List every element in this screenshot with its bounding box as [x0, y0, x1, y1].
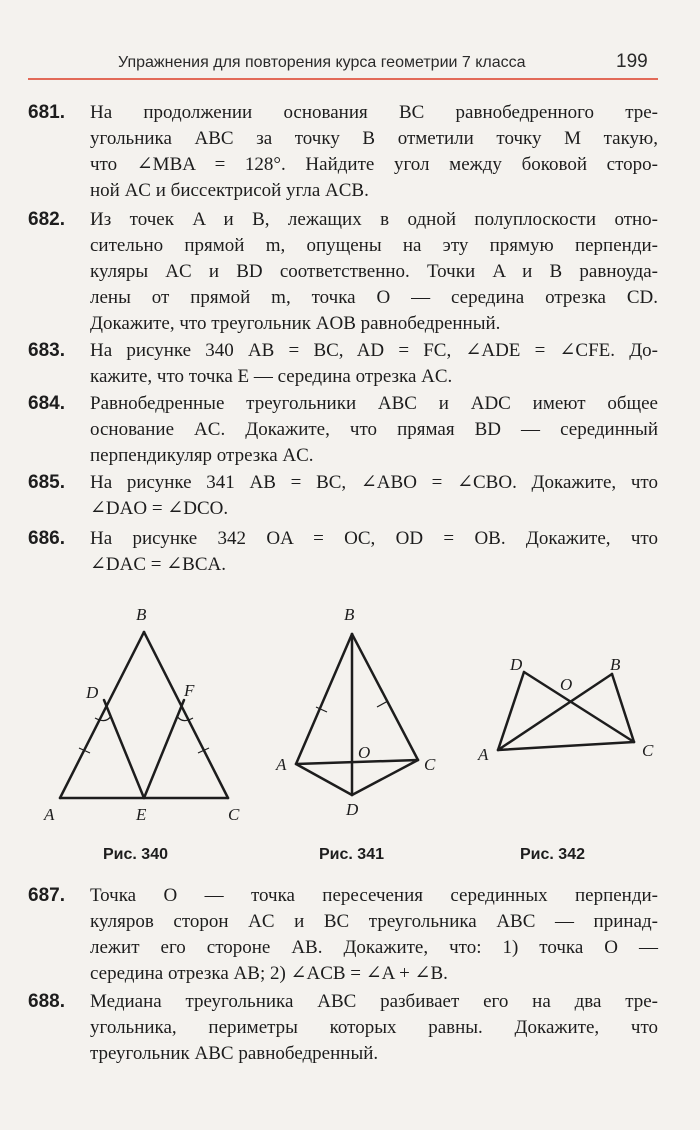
exercise-number: 681.	[28, 102, 65, 123]
caption-fig-342: Рис. 342	[520, 846, 585, 863]
text-line: Из точек A и B, лежащих в одной полуплоскости отно-	[90, 209, 658, 230]
exercise-text	[90, 989, 658, 1067]
segment-cb	[612, 674, 634, 742]
text-line: куляры AC и BD соответственно. Точки A и B равноуда-	[90, 261, 658, 282]
label-d: D	[346, 800, 359, 819]
text-line: треугольник ABC равнобедренный.	[90, 1043, 379, 1064]
label-a: A	[44, 805, 55, 824]
text-line: На рисунке 340 AB = BC, AD = FC, ∠ADE = ∠CFE. До-	[90, 340, 658, 361]
label-b: B	[344, 605, 355, 624]
text-line: Точка O — точка пересечения серединных перпенди-	[90, 885, 658, 906]
text-line: Равнобедренные треугольники ABC и ADC имеют общее	[90, 393, 658, 414]
text-line: лены от прямой m, точка O — середина отрезка CD.	[90, 287, 658, 308]
exercise-text	[90, 338, 658, 390]
label-c: C	[424, 755, 436, 774]
text-line: Медиана треугольника ABC разбивает его на два тре-	[90, 991, 658, 1012]
text-line: На рисунке 341 AB = BC, ∠ABO = ∠CBO. Докажите, что	[90, 472, 658, 493]
segment-fe	[144, 700, 184, 798]
text-line: Докажите, что треугольник AOB равнобедренный.	[90, 313, 501, 334]
exercise-number: 685.	[28, 472, 65, 493]
text-line: основание AC. Докажите, что прямая BD — серединный	[90, 419, 658, 440]
header-divider	[28, 78, 658, 80]
text-line: угольника ABC за точку B отметили точку M такую,	[90, 128, 658, 149]
text-line: сительно прямой m, опущены на эту прямую перпенди-	[90, 235, 658, 256]
angle-arc-d	[95, 716, 111, 721]
text-line: лежит его стороне AB. Докажите, что: 1) точка O —	[90, 937, 658, 958]
exercise-number: 682.	[28, 209, 65, 230]
label-e: E	[136, 805, 147, 824]
figures-block	[28, 600, 668, 870]
segment-ab	[498, 674, 612, 750]
angle-arc-f	[177, 716, 193, 721]
label-b: B	[136, 605, 147, 624]
exercise-text	[90, 526, 658, 578]
label-a: A	[276, 755, 287, 774]
label-f: F	[184, 681, 195, 700]
label-o: O	[560, 675, 573, 694]
text-line: куляров сторон AC и BC треугольника ABC — принад-	[90, 911, 658, 932]
exercise-number: 683.	[28, 340, 65, 361]
segment-ac	[296, 760, 418, 764]
text-line: что ∠MBA = 128°. Найдите угол между боковой сторо-	[90, 154, 658, 175]
text-line: кажите, что точка E — середина отрезка AC.	[90, 366, 453, 387]
text-line: ной AC и биссектрисой угла ACB.	[90, 180, 369, 201]
figure-341	[264, 600, 464, 840]
exercise-text	[90, 470, 658, 522]
running-title: Упражнения для повторения курса геометрии 7 класса	[118, 54, 526, 71]
label-c: C	[228, 805, 240, 824]
figure-340	[28, 600, 258, 840]
segment-cd	[352, 760, 418, 795]
exercise-number: 684.	[28, 393, 65, 414]
exercise-number: 686.	[28, 528, 65, 549]
caption-fig-340: Рис. 340	[103, 846, 168, 863]
exercise-text	[90, 883, 658, 987]
segment-ac	[498, 742, 634, 750]
text-line: На продолжении основания BC равнобедренного тре-	[90, 102, 658, 123]
label-o: O	[358, 743, 371, 762]
segment-de	[104, 700, 144, 798]
exercise-number: 688.	[28, 991, 65, 1012]
exercise-text	[90, 100, 658, 204]
page-header	[0, 48, 700, 78]
exercise-number: 687.	[28, 885, 65, 906]
text-line: перпендикуляр отрезка AC.	[90, 445, 314, 466]
text-line: На рисунке 342 OA = OC, OD = OB. Докажите, что	[90, 528, 658, 549]
label-d: D	[510, 655, 523, 674]
label-d: D	[86, 683, 99, 702]
segment-ab	[60, 632, 144, 798]
caption-fig-341: Рис. 341	[319, 846, 384, 863]
label-b: B	[610, 655, 621, 674]
label-a: A	[478, 745, 489, 764]
segment-bc	[352, 634, 418, 760]
tick-mark-bc	[377, 701, 388, 707]
text-line: середина отрезка AB; 2) ∠ACB = ∠A + ∠B.	[90, 963, 448, 984]
segment-ad	[498, 672, 524, 750]
exercise-text	[90, 391, 658, 469]
page-number: 199	[616, 51, 648, 72]
label-c: C	[642, 741, 654, 760]
text-line: ∠DAO = ∠DCO.	[90, 498, 229, 519]
segment-bc	[144, 632, 228, 798]
segment-ad	[296, 764, 352, 795]
text-line: угольника, периметры которых равны. Докажите, что	[90, 1017, 658, 1038]
exercise-text	[90, 207, 658, 337]
figure-342	[466, 600, 666, 840]
segment-dc	[524, 672, 634, 742]
text-line: ∠DAC = ∠BCA.	[90, 554, 226, 575]
segment-ba	[296, 634, 352, 764]
